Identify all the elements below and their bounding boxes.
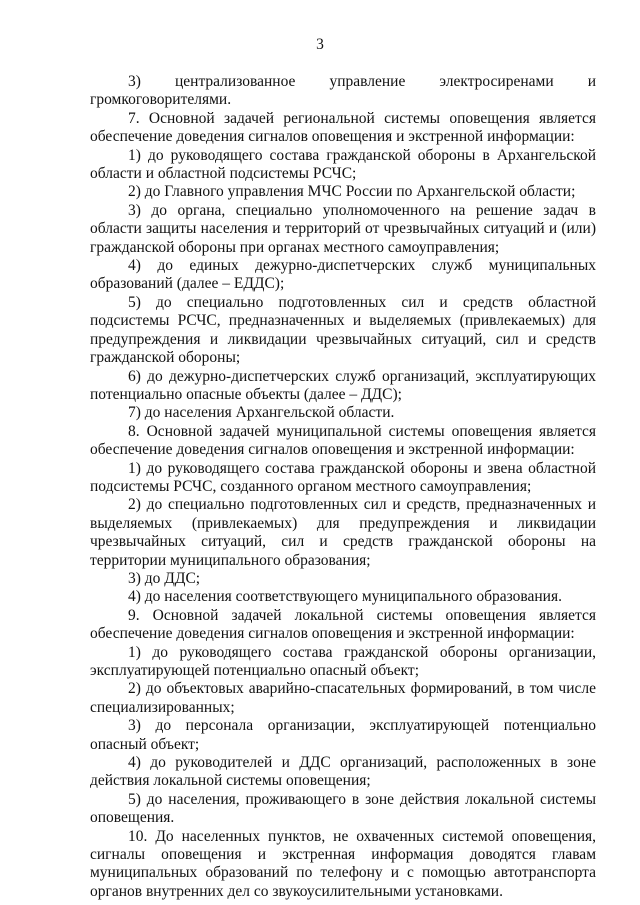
list-item-7-5: 5) до специально подготовленных сил и средств областной подсистемы РСЧС, предназначенных и выделяемых (привлекаемых) для предупреждения и ликвидации чрезвычайных ситуаций, сил и средств гражданской обороны; [90, 293, 596, 367]
list-item-7-3: 3) до органа, специально уполномоченного на решение задач в области защиты населения и территорий от чрезвычайных ситуаций и (или) гражданской обороны при органах местного самоуправления; [90, 201, 596, 256]
paragraph-10-uncovered-settlements: 10. До населенных пунктов, не охваченных системой оповещения, сигналы оповещения и экстренная информация доводятся главам муниципальных образований по телефону и с помощью автотранспорта органов внутренних дел со звукоусилительными установками. [90, 827, 596, 900]
paragraph-7-regional-system: 7. Основной задачей региональной системы оповещения является обеспечение доведения сигналов оповещения и экстренной информации: [90, 109, 596, 146]
list-item-9-3: 3) до персонала организации, эксплуатирующей потенциально опасный объект; [90, 717, 596, 753]
list-item-7-7: 7) до населения Архангельской области. [128, 404, 395, 422]
list-item-7-6: 6) до дежурно-диспетчерских служб организаций, эксплуатирующих потенциально опасные объекты (далее – ДДС); [90, 367, 596, 403]
list-item-8-4: 4) до населения соответствующего муниципального образования. [128, 588, 562, 606]
list-item-8-1: 1) до руководящего состава гражданской обороны и звена областной подсистемы РСЧС, созданного органом местного самоуправления; [90, 459, 596, 495]
list-item-8-3: 3) до ДДС; [128, 569, 201, 587]
paragraph-9-local-system: 9. Основной задачей локальной системы оповещения является обеспечение доведения сигналов оповещения и экстренной информации: [90, 606, 596, 643]
list-item-7-1: 1) до руководящего состава гражданской обороны в Архангельской области и областной подсистемы РСЧС; [90, 146, 596, 183]
list-item-9-4: 4) до руководителей и ДДС организаций, расположенных в зоне действия локальной системы оповещения; [90, 754, 596, 790]
list-item-9-2: 2) до объектовых аварийно-спасательных формирований, в том числе специализированных; [90, 680, 596, 716]
document-body [90, 73, 596, 901]
list-item-7-2: 2) до Главного управления МЧС России по Архангельской области; [128, 183, 576, 201]
list-item-7-4: 4) до единых дежурно-диспетчерских служб муниципальных образований (далее – ЕДДС); [90, 257, 596, 293]
list-item-8-2: 2) до специально подготовленных сил и средств, предназначенных и выделяемых (привлекаемых) для предупреждения и ликвидации чрезвычайных ситуаций, сил и средств гражданской обороны на территории муниципального образования; [90, 496, 596, 569]
paragraph-3-electric-sirens: 3) централизованное управление электросиренами и громкоговорителями. [90, 73, 596, 109]
paragraph-8-municipal-system: 8. Основной задачей муниципальной системы оповещения является обеспечение доведения сигналов оповещения и экстренной информации: [90, 422, 596, 459]
list-item-9-1: 1) до руководящего состава гражданской обороны организации, эксплуатирующей потенциально опасный объект; [90, 643, 596, 679]
list-item-9-5: 5) до населения, проживающего в зоне действия локальной системы оповещения. [90, 790, 596, 827]
page-number: 3 [316, 36, 324, 53]
